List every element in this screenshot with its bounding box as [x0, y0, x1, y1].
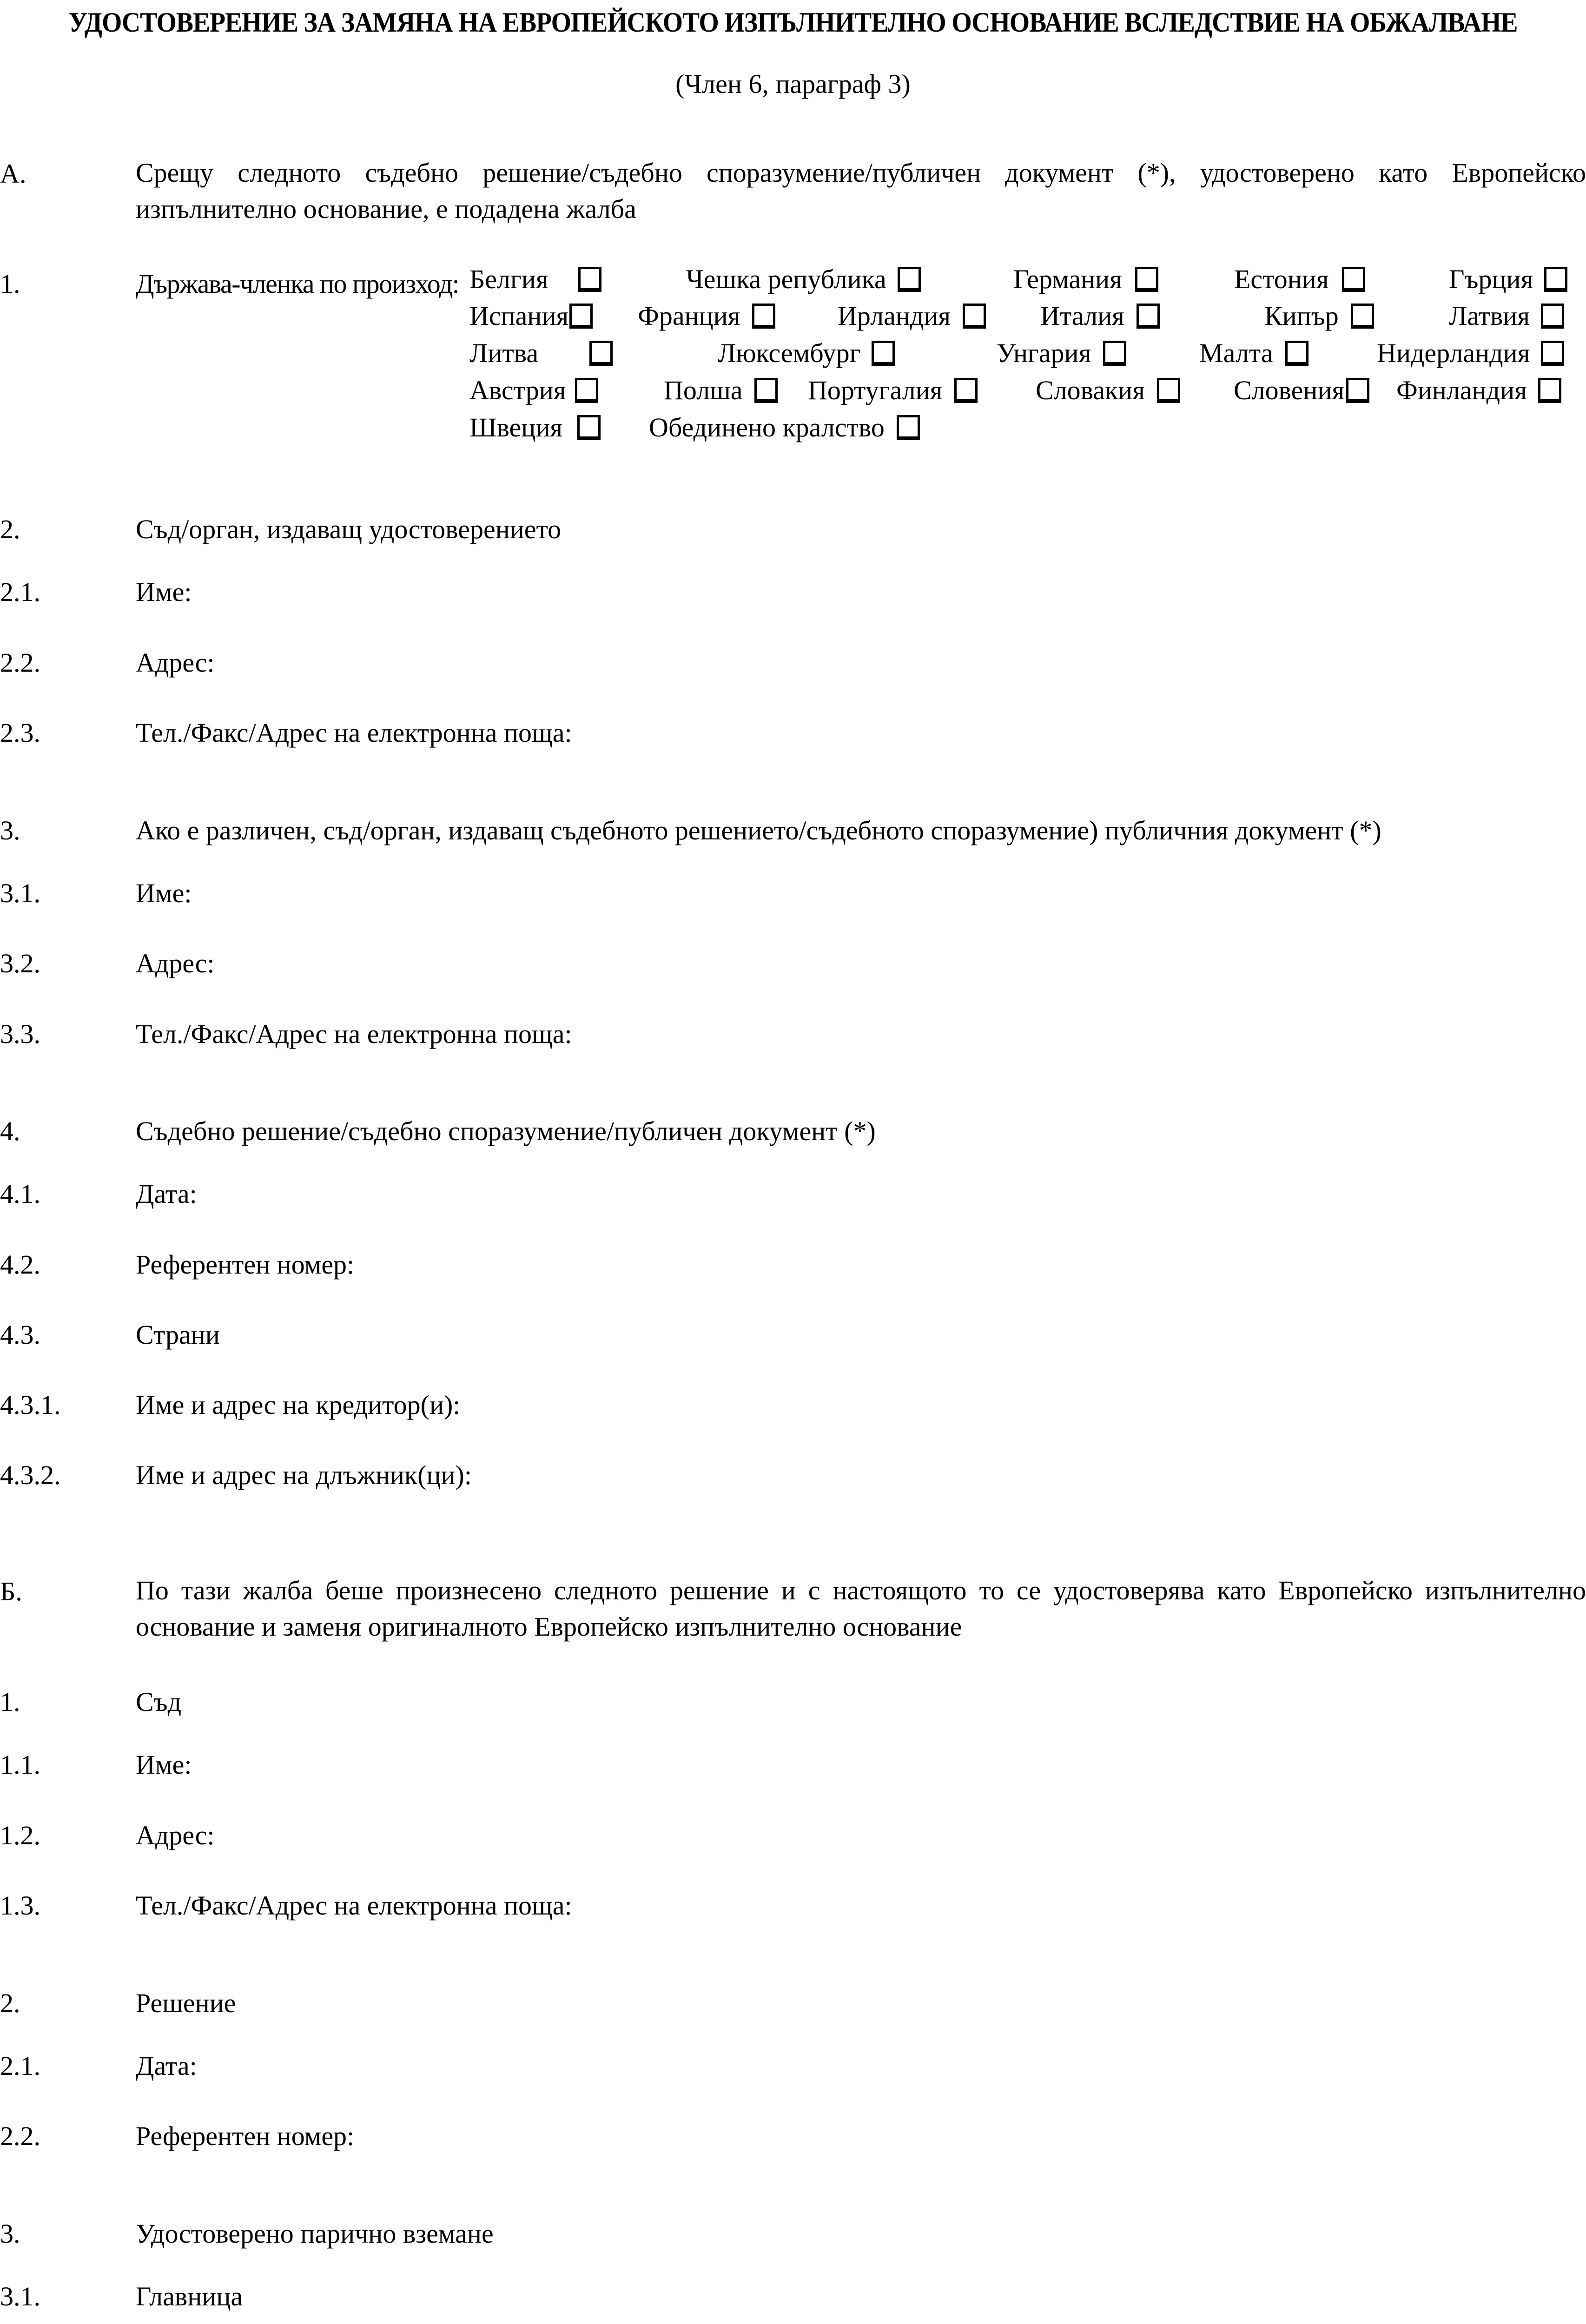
country-label: Малта — [1199, 338, 1273, 368]
section-a-text: Срещу следното съдебно решение/съдебно споразумение/публичен документ (*), удостоверено като Европейско изпълнително основание, е подадена жалба — [136, 158, 1586, 224]
country-label: Люксембург — [718, 338, 861, 368]
country-option-slovakia[interactable] — [1036, 377, 1180, 404]
country-option-poland[interactable] — [664, 377, 778, 404]
country-label: Белгия — [469, 264, 548, 294]
checkbox[interactable] — [589, 341, 613, 366]
country-row — [469, 377, 1586, 409]
b2-label: Решение — [136, 1988, 236, 2018]
document-title: УДОСТОВЕРЕНИЕ ЗА ЗАМЯНА НА ЕВРОПЕЙСКОТО ИЗПЪЛНИТЕЛНО ОСНОВАНИЕ ВСЛЕДСТВИЕ НА ОБЖАЛВАНЕ — [68, 7, 1518, 38]
b1-1-label: Име: — [136, 1750, 192, 1780]
country-label: Финландия — [1396, 375, 1527, 405]
checkbox[interactable] — [954, 378, 978, 403]
country-option-greece[interactable] — [1449, 266, 1567, 293]
country-option-malta[interactable] — [1199, 340, 1308, 367]
checkbox[interactable] — [898, 267, 921, 292]
section-a-number: А. — [0, 158, 26, 189]
checkbox[interactable] — [1137, 304, 1160, 329]
country-label: Португалия — [808, 375, 943, 405]
country-option-sweden[interactable] — [469, 414, 601, 441]
a4-3-2-label: Име и адрес на длъжник(ци): — [136, 1460, 472, 1490]
a3-1-label: Име: — [136, 878, 192, 908]
country-label: Обединено кралство — [649, 412, 885, 442]
country-option-ireland[interactable] — [838, 303, 986, 330]
checkbox[interactable] — [963, 304, 986, 329]
a4-3-1-number: 4.3.1. — [0, 1390, 61, 1420]
b1-3-number: 1.3. — [0, 1890, 40, 1921]
country-label: Литва — [469, 338, 539, 368]
country-option-latvia[interactable] — [1449, 303, 1564, 330]
a3-2-label: Адрес: — [136, 948, 215, 978]
b1-number: 1. — [0, 1687, 20, 1717]
country-label: Чешка република — [686, 264, 886, 294]
a4-3-number: 4.3. — [0, 1320, 40, 1350]
checkbox[interactable] — [1351, 304, 1374, 329]
document-subtitle: (Член 6, параграф 3) — [675, 69, 911, 99]
a4-1-number: 4.1. — [0, 1179, 40, 1209]
checkbox[interactable] — [1342, 267, 1365, 292]
b1-2-number: 1.2. — [0, 1820, 40, 1850]
checkbox[interactable] — [872, 341, 895, 366]
country-option-germany[interactable] — [1013, 266, 1158, 293]
a4-2-number: 4.2. — [0, 1249, 40, 1280]
country-option-italy[interactable] — [1040, 303, 1160, 330]
a2-1-label: Име: — [136, 577, 192, 607]
checkbox[interactable] — [1135, 267, 1158, 292]
section-b-number: Б. — [0, 1576, 22, 1606]
a2-number: 2. — [0, 514, 20, 544]
a2-2-number: 2.2. — [0, 647, 40, 678]
country-label: Унгария — [997, 338, 1091, 368]
a4-1-label: Дата: — [136, 1179, 197, 1209]
country-option-portugal[interactable] — [808, 377, 978, 404]
country-option-belgium[interactable] — [469, 266, 601, 293]
country-label: Австрия — [469, 375, 566, 405]
a4-2-label: Референтен номер: — [136, 1249, 355, 1280]
b3-1-number: 3.1. — [0, 2281, 40, 2311]
country-label: Кипър — [1264, 301, 1339, 331]
b1-3-label: Тел./Факс/Адрес на електронна поща: — [136, 1890, 572, 1921]
a1-label: Държава-членка по произход: — [136, 269, 459, 299]
checkbox[interactable] — [1346, 378, 1369, 403]
a2-3-label: Тел./Факс/Адрес на електронна поща: — [136, 718, 572, 748]
checkbox[interactable] — [754, 378, 778, 403]
a3-3-number: 3.3. — [0, 1019, 40, 1049]
checkbox[interactable] — [1285, 341, 1308, 366]
country-option-netherlands[interactable] — [1377, 340, 1564, 367]
checkbox[interactable] — [1541, 304, 1564, 329]
a4-3-label: Страни — [136, 1320, 220, 1350]
b1-2-label: Адрес: — [136, 1820, 215, 1850]
checkbox[interactable] — [1103, 341, 1126, 366]
country-option-spain[interactable] — [469, 303, 593, 330]
b1-1-number: 1.1. — [0, 1750, 40, 1780]
a4-number: 4. — [0, 1116, 20, 1146]
checkbox[interactable] — [752, 304, 775, 329]
a1-number: 1. — [0, 269, 20, 299]
b2-2-number: 2.2. — [0, 2121, 40, 2151]
country-label: Естония — [1234, 264, 1329, 294]
country-label: Испания — [469, 301, 569, 331]
checkbox[interactable] — [1544, 267, 1567, 292]
a3-1-number: 3.1. — [0, 878, 40, 908]
country-label: Латвия — [1449, 301, 1530, 331]
country-label: Гърция — [1449, 264, 1533, 294]
checkbox[interactable] — [575, 378, 598, 403]
checkbox[interactable] — [577, 415, 601, 440]
checkbox[interactable] — [1541, 341, 1564, 366]
a4-3-1-label: Име и адрес на кредитор(и): — [136, 1390, 461, 1420]
b1-label: Съд — [136, 1687, 182, 1717]
checkbox[interactable] — [1157, 378, 1180, 403]
country-option-lithuania[interactable] — [469, 340, 613, 367]
country-option-cyprus[interactable] — [1264, 303, 1374, 330]
country-label: Италия — [1040, 301, 1124, 331]
country-option-finland[interactable] — [1396, 377, 1561, 404]
a3-number: 3. — [0, 815, 20, 845]
checkbox[interactable] — [897, 415, 920, 440]
country-option-hungary[interactable] — [997, 340, 1126, 367]
country-label: Нидерландия — [1377, 338, 1530, 368]
country-option-france[interactable] — [638, 303, 775, 330]
a4-3-2-number: 4.3.2. — [0, 1460, 61, 1490]
a3-3-label: Тел./Факс/Адрес на електронна поща: — [136, 1019, 572, 1049]
country-label: Ирландия — [838, 301, 951, 331]
country-label: Франция — [638, 301, 740, 331]
country-option-austria[interactable] — [469, 377, 598, 404]
a4-label: Съдебно решение/съдебно споразумение/публичен документ (*) — [136, 1116, 876, 1146]
b2-2-label: Референтен номер: — [136, 2121, 355, 2151]
a2-1-number: 2.1. — [0, 577, 40, 607]
country-option-estonia[interactable] — [1234, 266, 1365, 293]
country-label: Словения — [1234, 375, 1345, 405]
a3-2-number: 3.2. — [0, 948, 40, 978]
checkbox[interactable] — [569, 304, 593, 329]
country-option-luxembourg[interactable] — [718, 340, 895, 367]
country-label: Полша — [664, 375, 743, 405]
country-row — [469, 414, 1586, 447]
checkbox[interactable] — [578, 267, 601, 292]
b2-1-number: 2.1. — [0, 2051, 40, 2081]
b3-number: 3. — [0, 2218, 20, 2249]
b3-1-label: Главница — [136, 2281, 243, 2311]
b2-number: 2. — [0, 1988, 20, 2018]
checkbox[interactable] — [1538, 378, 1561, 403]
country-row — [469, 340, 1586, 372]
b3-label: Удостоверено парично вземане — [136, 2218, 494, 2249]
country-option-czech-republic[interactable] — [686, 266, 921, 293]
country-row — [469, 266, 1586, 298]
country-label: Словакия — [1036, 375, 1145, 405]
a2-label: Съд/орган, издаващ удостоверението — [136, 514, 562, 544]
country-label: Германия — [1013, 264, 1122, 294]
a3-label: Ако е различен, съд/орган, издаващ съдебното решението/съдебното споразумение) публичния документ (*) — [136, 815, 1381, 845]
a2-2-label: Адрес: — [136, 647, 215, 678]
b2-1-label: Дата: — [136, 2051, 197, 2081]
a2-3-number: 2.3. — [0, 718, 40, 748]
country-row — [469, 303, 1586, 335]
country-option-united-kingdom[interactable] — [649, 414, 920, 441]
country-label: Швеция — [469, 412, 563, 442]
section-b-text: По тази жалба беше произнесено следното решение и с настоящото то се удостоверява като Европейско изпълнително основание и заменя оригиналното Европейско изпълнително основание — [136, 1575, 1586, 1642]
country-option-slovenia[interactable] — [1234, 377, 1369, 404]
